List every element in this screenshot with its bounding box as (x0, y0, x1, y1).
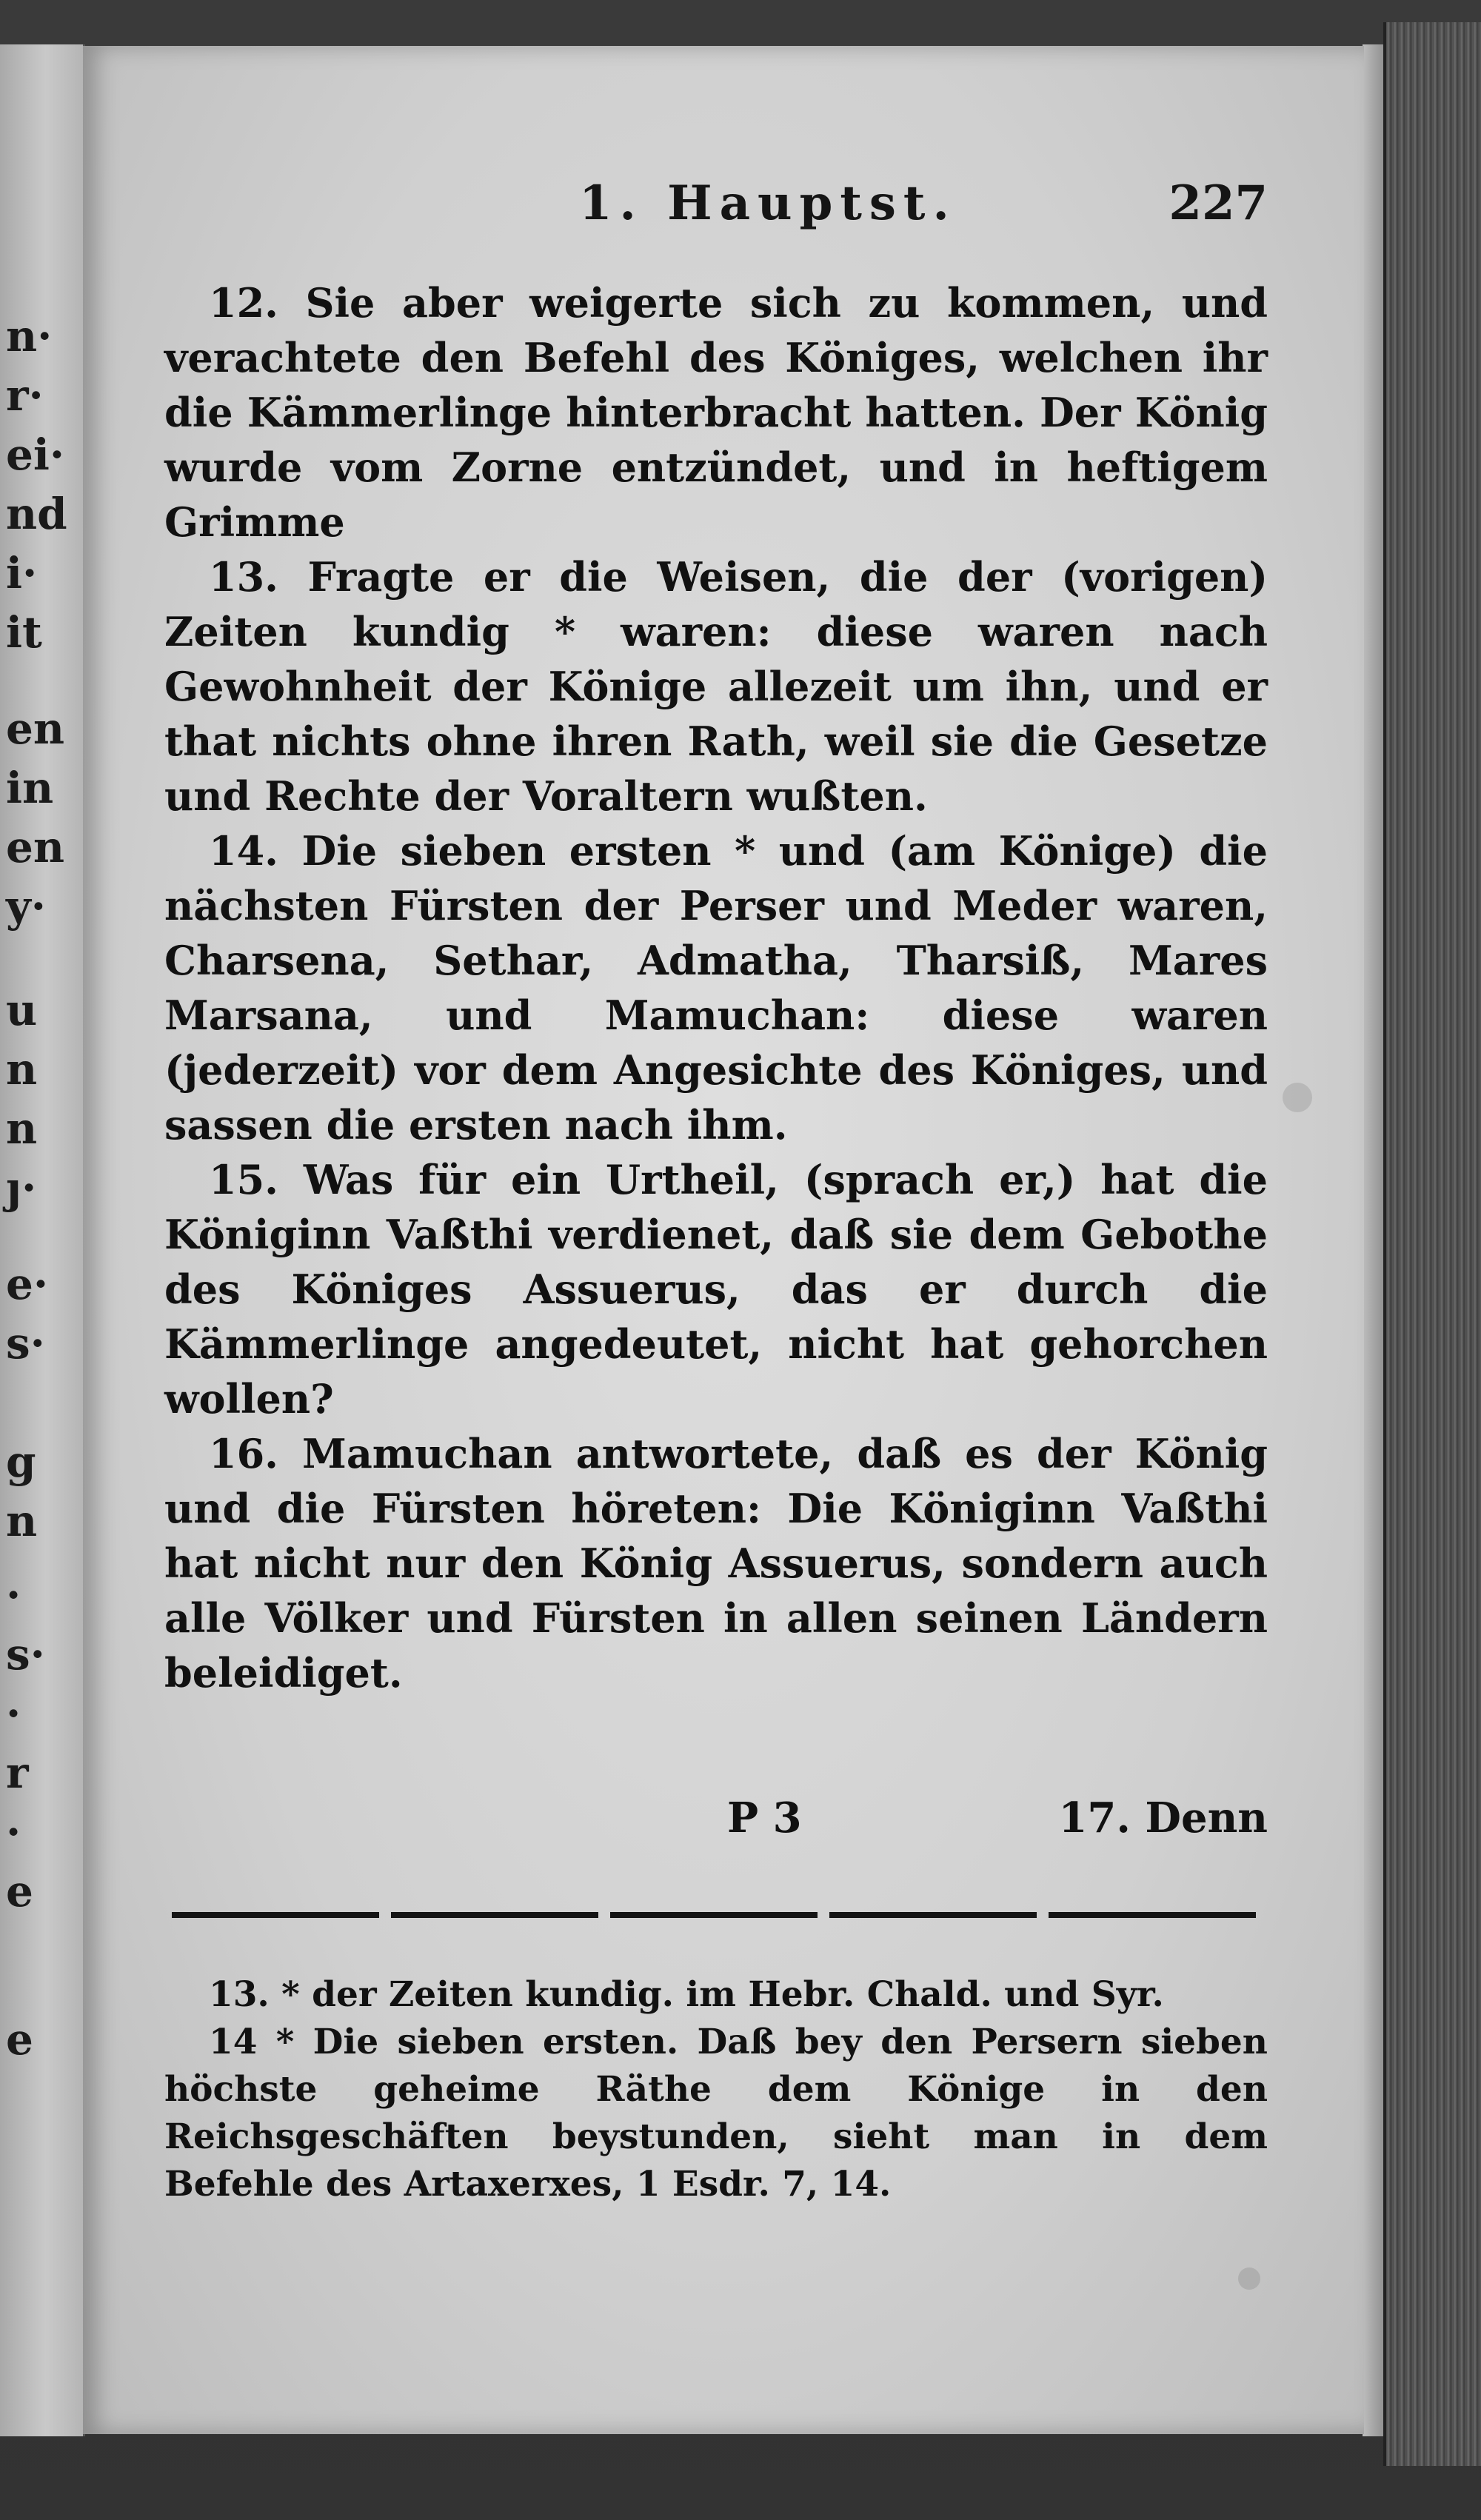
left-fragment: n (6, 1496, 38, 1546)
footnote-ref: 14 * (209, 2022, 295, 2062)
verse-paragraph (164, 549, 1268, 823)
left-fragment: en (6, 822, 65, 872)
main-text (164, 275, 1268, 1700)
left-fragment: ȷ· (6, 1163, 37, 1213)
verse-paragraph (164, 823, 1268, 1152)
page-number: 227 (1169, 176, 1268, 231)
previous-page-edge (0, 44, 85, 2436)
footnote (164, 1971, 1268, 2019)
left-fragment: g (6, 1437, 36, 1487)
left-fragment: u (6, 985, 38, 1035)
footnote-text: der Zeiten kundig. im Hebr. Chald. und Syr. (312, 1974, 1164, 2015)
verse-text: Mamuchan antwortete, daß es der König und die Fürsten höreten: Die Königinn Vaßthi hat nicht nur den König Assuerus, sondern auch alle Völker und Fürsten in allen seinen Ländern beleidiget. (164, 1430, 1268, 1697)
left-fragment: n (6, 1044, 38, 1094)
left-fragment: · (6, 1688, 21, 1739)
left-fragment: n· (6, 311, 53, 361)
left-fragment: · (6, 1807, 21, 1857)
verse-text: Fragte er die Weisen, die der (vorigen) Zeiten kundig * waren: diese waren nach Gewohnheit der Könige allezeit um ihn, und er that nichts ohne ihren Rath, weil sie die Gesetze und Rechte der Voraltern wußten. (164, 553, 1268, 820)
catchword: 17. Denn (1058, 1794, 1268, 1842)
left-fragment: y· (6, 881, 46, 932)
left-fragment: e (6, 2014, 33, 2065)
footnote-text: Die sieben ersten. Daß bey den Persern sieben höchste geheime Räthe dem Könige in den Reichsgeschäften beystunden, sieht man in dem Befehle des Artaxerxes, 1 Esdr. 7, 14. (164, 2022, 1268, 2205)
verse-paragraph (164, 1152, 1268, 1426)
left-fragment: nd (6, 489, 67, 539)
verse-number: 12. (209, 279, 278, 327)
left-fragment: r (6, 1748, 29, 1798)
verse-text: Die sieben ersten * und (am Könige) die nächsten Fürsten der Perser und Meder waren, Charsena, Sethar, Admatha, Tharsiß, Mares Marsana, und Mamuchan: diese waren (jederzeit) vor dem Angesichte des Königes, und sassen die ersten nach ihm. (164, 827, 1268, 1149)
footnote-rule (172, 1912, 1268, 1918)
left-fragment: r· (6, 370, 44, 421)
verse-paragraph (164, 1426, 1268, 1700)
footnotes (164, 1971, 1268, 2208)
left-fragment: n (6, 1103, 38, 1154)
verse-number: 16. (209, 1430, 278, 1477)
left-fragment: i· (6, 548, 38, 598)
left-fragment: ei· (6, 430, 65, 480)
signature-mark: P 3 (727, 1794, 802, 1842)
verse-paragraph (164, 275, 1268, 549)
verse-number: 14. (209, 827, 278, 875)
paper-spot (1238, 2267, 1260, 2290)
book-page-edges (1383, 22, 1481, 2466)
left-fragment: it (6, 607, 42, 658)
footnote-ref: 13. * (209, 1974, 300, 2015)
page-header (164, 176, 1268, 242)
left-fragment: · (6, 1570, 21, 1620)
left-fragment: in (6, 763, 54, 813)
verse-text: Sie aber weigerte sich zu kommen, und verachtete den Befehl des Königes, welchen ihr die Kämmerlinge hinterbracht hatten. Der König wurde vom Zorne entzündet, und in heftigem Grimme (164, 279, 1268, 546)
left-fragment: en (6, 703, 65, 754)
verse-number: 13. (209, 553, 278, 601)
running-head: 1. Hauptst. (579, 176, 957, 231)
verse-text: Was für ein Urtheil, (sprach er,) hat die Königinn Vaßthi verdienet, daß sie dem Gebothe des Königes Assuerus, das er durch die Kämmerlinge angedeutet, nicht hat gehorchen wollen? (164, 1156, 1268, 1423)
footnote (164, 2019, 1268, 2208)
left-fragment: e· (6, 1259, 49, 1309)
verse-number: 15. (209, 1156, 278, 1203)
left-fragment: s· (6, 1318, 45, 1368)
left-fragment: s· (6, 1629, 45, 1680)
paper-spot (1283, 1083, 1312, 1112)
page-footer-line (164, 1794, 1268, 1853)
left-fragment: e (6, 1866, 33, 1916)
book-page (83, 46, 1364, 2434)
